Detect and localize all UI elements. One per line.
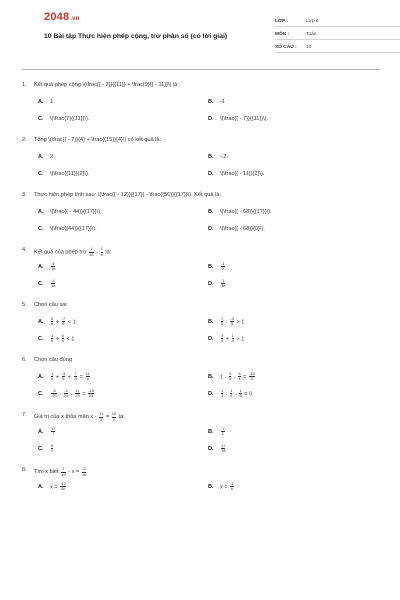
fraction xyxy=(249,372,255,382)
answer-option[interactable] xyxy=(38,440,208,457)
logo-tld: .vn xyxy=(70,16,80,22)
answer-option[interactable] xyxy=(208,423,378,440)
fraction xyxy=(62,372,66,382)
denominator: 18 xyxy=(51,266,56,271)
site-logo[interactable] xyxy=(44,11,80,23)
denominator: 2 xyxy=(221,431,224,436)
option-letter: A. xyxy=(38,318,44,325)
fraction xyxy=(229,372,231,382)
option-letter: B. xyxy=(208,373,214,380)
numerator: -10 xyxy=(60,480,66,486)
option-text: Giá trị của x thỏa mãn x - $\frac{11}{2}$ = $\frac{10}{2}$ là: xyxy=(34,411,125,422)
fraction xyxy=(221,389,223,399)
question-text xyxy=(34,467,380,478)
option-letter: A. xyxy=(38,263,44,270)
numerator: 5 xyxy=(238,370,241,376)
question-stem xyxy=(22,192,380,203)
option-text: $\frac{3}{4}$ + $\frac{1}{4}$ > 1 xyxy=(221,332,245,343)
logo-text: 2048 xyxy=(44,11,70,23)
fraction xyxy=(62,334,64,344)
numerator: -2 xyxy=(64,387,68,393)
question-list xyxy=(22,82,380,505)
question-text: Chọn câu sai xyxy=(34,302,67,308)
denominator: 7 xyxy=(52,431,55,436)
numerator: 1 xyxy=(51,332,54,338)
numerator: -13 xyxy=(249,370,255,376)
page-title: 10 Bài tập Thực hiện phép cộng, trừ phân số (có lời giải) xyxy=(44,33,228,40)
denominator: 9 xyxy=(100,251,103,257)
option-text: 2. xyxy=(50,153,55,160)
option-text: $\frac{1}{5}$ + $\frac{-3}{5}$ + $\frac{7}{-5}$ = $\frac{11}{5}$ xyxy=(51,370,90,381)
question-item xyxy=(22,467,380,495)
numerator: 7 xyxy=(62,466,65,471)
option-text: -1 xyxy=(220,98,225,105)
denominator: 23 xyxy=(88,393,94,398)
numerator: -1 xyxy=(221,260,225,266)
answer-option[interactable] xyxy=(38,368,208,385)
option-letter: D. xyxy=(208,335,214,342)
denominator: -23 xyxy=(51,393,57,398)
fraction xyxy=(51,372,53,382)
answer-options xyxy=(22,258,380,292)
meta-row-class xyxy=(275,14,400,27)
fraction xyxy=(221,334,223,344)
fraction xyxy=(230,389,232,399)
option-text: \(\frac{{ - 68}}{0}\). xyxy=(220,225,265,232)
numerator: -3 xyxy=(61,370,66,376)
option-letter: B. xyxy=(208,483,214,490)
answer-option[interactable] xyxy=(38,313,208,330)
question-item xyxy=(22,192,380,237)
option-letter: D. xyxy=(208,390,214,397)
denominator: 23 xyxy=(75,393,80,398)
fraction xyxy=(221,279,225,289)
question-text: Tổng \(\frac{{ - 7}}{4} + \frac{{15}}{4}\) có kết quả là: xyxy=(34,137,162,143)
answer-options xyxy=(22,478,380,495)
fraction xyxy=(101,247,103,257)
numerator: 7 xyxy=(74,370,77,376)
answer-option[interactable] xyxy=(208,478,378,495)
numerator: -7 xyxy=(61,315,66,321)
option-letter: C. xyxy=(38,280,44,287)
answer-option[interactable] xyxy=(208,148,378,165)
fraction xyxy=(75,389,79,399)
question-item xyxy=(22,302,380,347)
fraction xyxy=(221,262,225,272)
fraction xyxy=(51,317,53,327)
answer-option[interactable] xyxy=(208,93,378,110)
option-letter: D. xyxy=(208,225,214,232)
question-item xyxy=(22,137,380,182)
fraction xyxy=(64,389,68,399)
question-stem xyxy=(22,302,380,313)
question-item xyxy=(22,412,380,457)
numerator: 5 xyxy=(61,332,64,338)
option-letter: D. xyxy=(208,170,214,177)
numerator: -3 xyxy=(82,466,86,471)
numerator: -7 xyxy=(221,425,225,431)
option-text: $\frac{1}{6}$ + $\frac{5}{6}$ < 1 xyxy=(51,332,75,343)
denominator: 18 xyxy=(221,448,226,453)
question-number: 1. xyxy=(22,82,27,88)
question-text xyxy=(34,412,380,423)
question-item xyxy=(22,82,380,127)
numerator: 1 xyxy=(222,277,225,283)
numerator: 7 xyxy=(221,315,224,321)
numerator: 1 xyxy=(239,387,242,393)
question-stem xyxy=(22,137,380,148)
denominator: 4 xyxy=(221,338,224,343)
denominator: 5 xyxy=(230,321,234,326)
question-text: Kết quả của phép trừ $\frac{1}{18}$ - $\frac{1}{9}$ là: xyxy=(34,246,112,257)
header-divider xyxy=(22,69,380,70)
denominator: 5 xyxy=(86,376,89,381)
fraction xyxy=(221,317,223,327)
numerator: 4 xyxy=(52,260,55,266)
answer-options xyxy=(22,423,380,457)
answer-option[interactable] xyxy=(38,275,208,292)
fraction xyxy=(112,412,116,422)
denominator: 30 xyxy=(60,486,66,491)
question-number: 2. xyxy=(22,137,27,143)
option-text: x = $\frac{-1}{6}$ xyxy=(220,480,234,491)
numerator: 17 xyxy=(51,425,56,431)
fraction xyxy=(60,482,66,492)
fraction xyxy=(61,467,65,477)
denominator: 4 xyxy=(238,376,241,381)
answer-options xyxy=(22,313,380,347)
denominator: 5 xyxy=(221,321,224,326)
question-number: 8. xyxy=(22,467,27,473)
denominator: 2 xyxy=(100,416,103,422)
option-letter: C. xyxy=(38,115,44,122)
denominator: 5 xyxy=(62,376,65,381)
fraction xyxy=(230,482,234,492)
denominator: 23 xyxy=(63,393,69,398)
denominator: 5 xyxy=(229,376,232,381)
numerator: 11 xyxy=(99,411,104,416)
answer-options xyxy=(22,368,380,402)
numerator: 1 xyxy=(230,387,233,393)
option-text: $\frac{7}{5}$ - $\frac{-3}{5}$ > 1 xyxy=(221,315,245,326)
option-letter: D. xyxy=(208,115,214,122)
answer-option[interactable] xyxy=(38,258,208,275)
option-text xyxy=(50,427,56,437)
numerator: 10 xyxy=(111,411,117,416)
answer-option[interactable] xyxy=(38,478,208,495)
option-text: \(\frac{{ - 68}}{{17}}\). xyxy=(220,208,272,215)
answer-option[interactable] xyxy=(208,110,378,127)
numerator: -1 xyxy=(51,277,55,283)
question-stem xyxy=(22,412,380,423)
option-text xyxy=(50,279,56,289)
fraction xyxy=(232,334,234,344)
meta-value: Toán xyxy=(306,32,317,37)
option-text: 1 - $\frac{2}{5}$ - $\frac{5}{4}$ = $\frac{-13}{4}$ xyxy=(220,370,255,381)
question-number: 7. xyxy=(22,412,27,418)
numerator: 17 xyxy=(221,442,226,448)
question-text: Chọn câu đúng xyxy=(34,357,72,363)
denominator: -5 xyxy=(73,376,78,381)
denominator: 4 xyxy=(250,376,253,381)
fraction xyxy=(51,389,57,399)
option-text xyxy=(220,427,226,437)
option-letter: A. xyxy=(38,208,44,215)
numerator: 1 xyxy=(51,370,54,376)
numerator: 3 xyxy=(221,332,224,338)
answer-option[interactable] xyxy=(38,148,208,165)
fraction xyxy=(51,444,53,454)
option-letter: A. xyxy=(38,98,44,105)
document-header xyxy=(22,0,378,60)
option-letter: A. xyxy=(38,428,44,435)
answer-option[interactable] xyxy=(38,220,208,237)
option-text: $\frac{-5}{-23}$ - $\frac{-2}{23}$ - $\frac{11}{23}$ = $\frac{-14}{23}$ xyxy=(51,387,94,398)
question-stem xyxy=(22,82,380,93)
fraction xyxy=(99,412,103,422)
meta-row-subject xyxy=(275,27,400,40)
option-letter: C. xyxy=(38,170,44,177)
question-number: 4. xyxy=(22,247,27,253)
option-text xyxy=(220,444,226,454)
answer-option[interactable] xyxy=(38,93,208,110)
numerator: 11 xyxy=(85,370,90,376)
denominator: 6 xyxy=(51,338,54,343)
meta-label: MÔN : xyxy=(275,32,290,37)
question-text: Kết quả phép cộng \(\frac{{ - 2}}{{11}} + \frac{9}{{ - 11}}\) là: xyxy=(34,82,179,88)
answer-option[interactable] xyxy=(208,385,378,402)
answer-option[interactable] xyxy=(208,258,378,275)
question-number: 6. xyxy=(22,357,27,363)
denominator: 15 xyxy=(61,471,66,477)
option-letter: D. xyxy=(208,445,214,452)
option-letter: B. xyxy=(208,153,214,160)
fraction xyxy=(221,427,225,437)
answer-option[interactable] xyxy=(208,220,378,237)
meta-value: 10 xyxy=(306,45,312,50)
question-text: Thực hiện phép tính sau: \(\frac{{ - 12}}{{17}} - \frac{{56}}{{17}}\). Kết quả là: xyxy=(34,192,221,198)
numerator: -5 xyxy=(52,387,56,393)
numerator: 9 xyxy=(51,442,54,448)
denominator: 6 xyxy=(51,321,54,326)
answer-option[interactable] xyxy=(38,385,208,402)
option-letter: C. xyxy=(38,445,44,452)
option-text xyxy=(220,262,226,272)
denominator: 6 xyxy=(239,393,242,398)
denominator: 2 xyxy=(112,416,116,422)
numerator: -14 xyxy=(88,387,94,393)
numerator: 2 xyxy=(229,370,232,376)
denominator: 6 xyxy=(62,321,65,326)
fraction xyxy=(51,334,53,344)
option-text: \(\frac{{ - 7}}{{11}}\). xyxy=(220,115,269,122)
denominator: 18 xyxy=(89,251,94,257)
fraction xyxy=(230,317,234,327)
option-letter: C. xyxy=(38,390,44,397)
option-letter: C. xyxy=(38,335,44,342)
option-text xyxy=(220,279,226,289)
numerator: 5 xyxy=(51,315,54,321)
option-text: −2. xyxy=(220,153,228,160)
answer-option[interactable] xyxy=(208,440,378,457)
meta-label: LỚP : xyxy=(275,19,289,24)
fraction xyxy=(86,372,90,382)
option-letter: B. xyxy=(208,263,214,270)
answer-option[interactable] xyxy=(208,368,378,385)
option-text: \(\frac{{44}}{{17}}\). xyxy=(50,225,97,232)
answer-option[interactable] xyxy=(38,110,208,127)
option-text: $\frac{5}{6}$ + $\frac{-7}{6}$ < 1 xyxy=(51,315,76,326)
question-item xyxy=(22,247,380,292)
numerator: 1 xyxy=(221,387,224,393)
numerator: 1 xyxy=(90,246,93,251)
fraction xyxy=(62,317,66,327)
question-stem xyxy=(22,357,380,368)
answer-option[interactable] xyxy=(208,203,378,220)
option-letter: C. xyxy=(38,225,44,232)
meta-label: SỐ CÂU : xyxy=(275,45,297,50)
answer-options xyxy=(22,148,380,182)
fraction xyxy=(51,427,55,437)
option-text: \(\frac{7}{{11}}\). xyxy=(50,115,90,122)
option-letter: A. xyxy=(38,153,44,160)
option-letter: A. xyxy=(38,373,44,380)
option-letter: B. xyxy=(208,208,214,215)
answer-option[interactable] xyxy=(38,165,208,182)
option-text xyxy=(50,262,56,272)
answer-option[interactable] xyxy=(38,423,208,440)
answer-options xyxy=(22,203,380,237)
fraction xyxy=(74,372,78,382)
option-letter: B. xyxy=(208,98,214,105)
numerator: -1 xyxy=(230,480,234,486)
denominator: 4 xyxy=(231,338,234,343)
option-text xyxy=(50,444,54,454)
option-letter: B. xyxy=(208,428,214,435)
meta-row-count xyxy=(275,40,400,53)
option-text: \(\frac{{11}}{2}\). xyxy=(50,170,90,177)
meta-value: Lớp 6 xyxy=(306,19,319,24)
numerator: 1 xyxy=(231,332,234,338)
denominator: 6 xyxy=(61,338,64,343)
answer-option[interactable] xyxy=(38,203,208,220)
meta-table xyxy=(275,14,400,53)
fraction xyxy=(88,389,94,399)
answer-options xyxy=(22,93,380,127)
question-number: 3. xyxy=(22,192,27,198)
option-text: Tìm x biết $\frac{7}{15}$ - x = $\frac{-3}{16}$ xyxy=(34,466,87,477)
option-text: x = $\frac{-10}{30}$ xyxy=(50,480,66,491)
option-letter: B. xyxy=(208,318,214,325)
denominator: 9 xyxy=(221,266,224,271)
option-text: 1. xyxy=(50,98,55,105)
denominator: 2 xyxy=(51,448,54,453)
numerator: 11 xyxy=(75,387,80,393)
denominator: 16 xyxy=(81,471,87,477)
fraction xyxy=(221,444,225,454)
denominator: 18 xyxy=(221,283,226,288)
option-text: \(\frac{{ - 11}}{2}\). xyxy=(220,170,265,177)
denominator: 18 xyxy=(51,283,56,288)
fraction xyxy=(82,467,86,477)
answer-option[interactable] xyxy=(208,330,378,347)
numerator: -3 xyxy=(230,315,234,321)
answer-option[interactable] xyxy=(208,165,378,182)
denominator: 3 xyxy=(221,393,224,398)
fraction xyxy=(89,247,93,257)
question-stem xyxy=(22,247,380,258)
denominator: 5 xyxy=(51,376,54,381)
fraction xyxy=(239,389,241,399)
answer-option[interactable] xyxy=(38,330,208,347)
fraction xyxy=(51,279,55,289)
question-stem xyxy=(22,467,380,478)
question-item xyxy=(22,357,380,402)
fraction xyxy=(238,372,240,382)
question-number: 5. xyxy=(22,302,27,308)
answer-option[interactable] xyxy=(208,275,378,292)
option-letter: D. xyxy=(208,280,214,287)
answer-option[interactable] xyxy=(208,313,378,330)
option-text: \(\frac{{ - 44}}{{17}}\). xyxy=(50,208,102,215)
option-letter: A. xyxy=(38,483,44,490)
denominator: 6 xyxy=(230,486,234,491)
numerator: 1 xyxy=(100,246,103,251)
fraction xyxy=(51,262,55,272)
denominator: 6 xyxy=(230,393,233,398)
option-text: $\frac{1}{3}$ - $\frac{1}{6}$ - $\frac{1}{6}$ = 0 xyxy=(221,387,253,398)
